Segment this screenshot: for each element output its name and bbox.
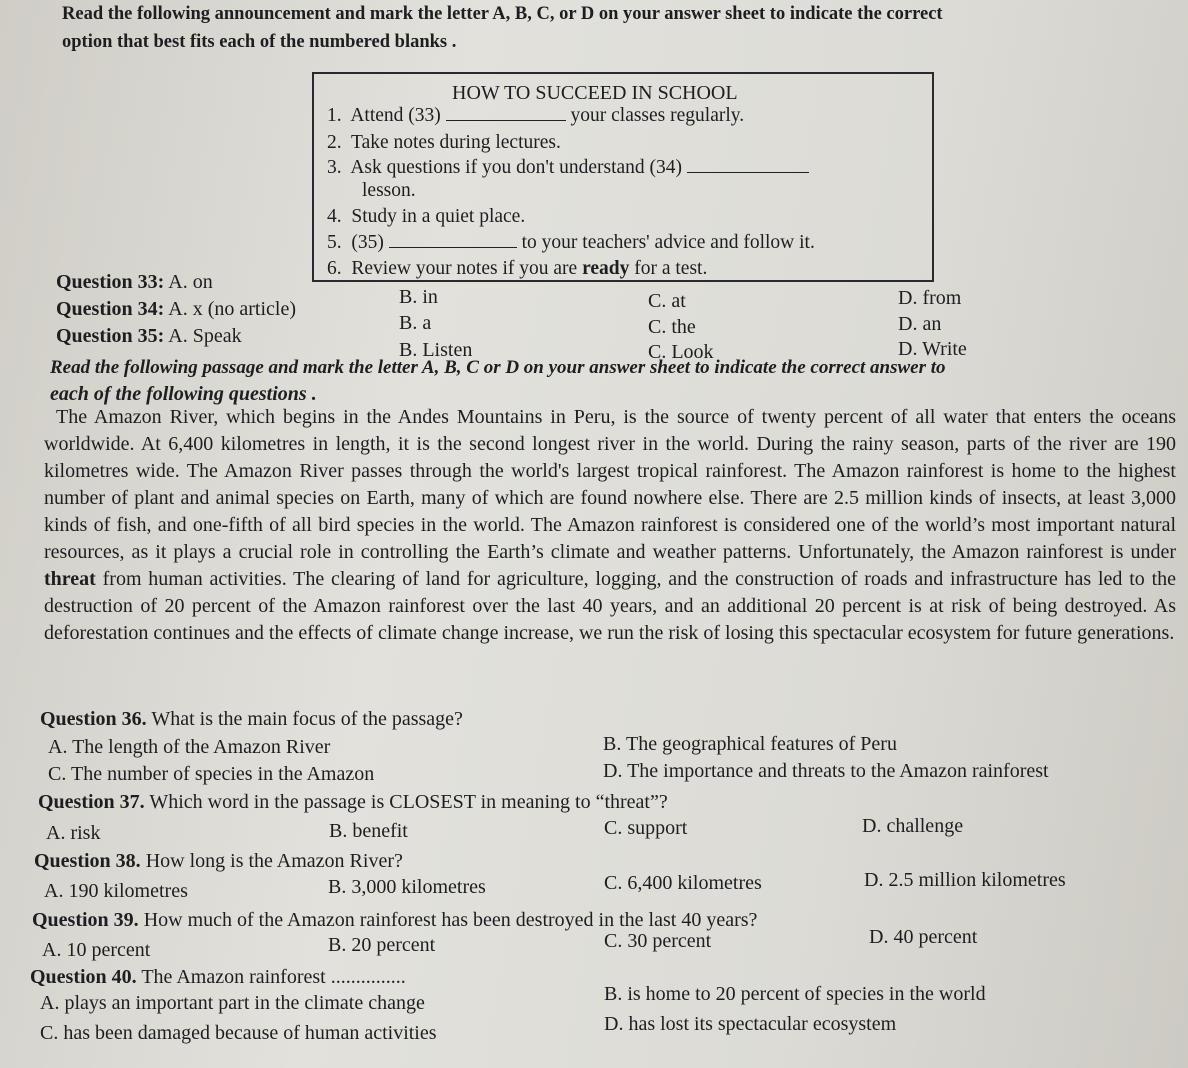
announcement-item-3-cont: lesson. xyxy=(362,180,416,201)
q35-option-c: C. Look xyxy=(648,341,714,363)
passage-keyword-threat: threat xyxy=(44,568,96,590)
item-number: 5. xyxy=(327,232,342,253)
question-label: Question 35: xyxy=(56,325,165,347)
question-38 xyxy=(34,850,403,873)
item-text: Ask questions if you don't understand (34) xyxy=(350,157,683,178)
q37-option-c: C. support xyxy=(604,817,688,839)
question-40 xyxy=(30,966,406,989)
item-text: (35) xyxy=(351,232,384,253)
item-number: 2. xyxy=(327,132,342,153)
q40-option-c: C. has been damaged because of human activities xyxy=(40,1022,437,1044)
item-number: 3. xyxy=(327,157,342,178)
q36-option-c: C. The number of species in the Amazon xyxy=(48,763,375,785)
passage-paragraph xyxy=(44,404,1176,647)
item-number: 1. xyxy=(327,105,342,126)
question-33 xyxy=(56,271,213,294)
question-stem: The Amazon rainforest ............... xyxy=(136,966,406,988)
item-text-after: to your teachers' advice and follow it. xyxy=(521,232,815,253)
announcement-item-3 xyxy=(327,157,809,179)
q39-option-b: B. 20 percent xyxy=(328,934,436,956)
question-34 xyxy=(56,298,296,321)
item-text: Take notes during lectures. xyxy=(351,132,561,153)
q38-option-a: A. 190 kilometres xyxy=(44,880,188,902)
question-39 xyxy=(32,909,757,932)
blank-34 xyxy=(687,172,809,173)
question-stem: Which word in the passage is CLOSEST in meaning to “threat”? xyxy=(144,791,668,813)
q35-option-b: B. Listen xyxy=(399,339,473,361)
q39-option-d: D. 40 percent xyxy=(869,926,978,948)
item-text: Study in a quiet place. xyxy=(351,206,526,227)
q39-option-a: A. 10 percent xyxy=(42,939,151,961)
question-36 xyxy=(40,708,463,731)
question-stem: How much of the Amazon rainforest has been destroyed in the last 40 years? xyxy=(138,909,758,931)
question-label: Question 39. xyxy=(32,909,139,931)
blank-35 xyxy=(389,247,517,248)
item-text-after: your classes regularly. xyxy=(570,105,745,126)
question-stem: How long is the Amazon River? xyxy=(140,850,403,872)
q33-option-d: D. from xyxy=(898,287,962,309)
q36-option-b: B. The geographical features of Peru xyxy=(603,733,897,755)
q38-option-c: C. 6,400 kilometres xyxy=(604,872,762,894)
item-text-bold: ready xyxy=(582,258,630,279)
q37-option-d: D. challenge xyxy=(862,815,964,837)
item-text: Review your notes if you are xyxy=(351,258,583,279)
question-stem: What is the main focus of the passage? xyxy=(146,708,463,730)
instructions-line-1: Read the following announcement and mark the letter A, B, C, or D on your answer sheet to indicate the correct xyxy=(62,4,943,24)
q40-option-a: A. plays an important part in the climate change xyxy=(40,992,425,1014)
question-label: Question 34: xyxy=(56,298,165,320)
q38-option-b: B. 3,000 kilometres xyxy=(328,876,486,898)
item-number: 4. xyxy=(327,206,342,227)
instructions-2-line-2: each of the following questions . xyxy=(50,383,317,405)
q33-option-c: C. at xyxy=(648,290,686,312)
question-label: Question 33: xyxy=(56,271,165,293)
instructions-line-2: option that best fits each of the numbered blanks . xyxy=(62,32,457,52)
q34-option-c: C. the xyxy=(648,316,696,338)
q39-option-c: C. 30 percent xyxy=(604,930,712,952)
announcement-item-2 xyxy=(327,132,561,154)
q37-option-b: B. benefit xyxy=(329,820,408,842)
q36-option-d: D. The importance and threats to the Amazon rainforest xyxy=(603,760,1049,782)
item-number: 6. xyxy=(327,258,342,279)
announcement-item-6 xyxy=(327,258,707,280)
option-a: A. x (no article) xyxy=(168,298,296,320)
blank-33 xyxy=(446,120,566,121)
question-label: Question 40. xyxy=(30,966,137,988)
q38-option-d: D. 2.5 million kilometres xyxy=(864,869,1066,891)
announcement-item-1 xyxy=(327,105,744,127)
question-label: Question 36. xyxy=(40,708,147,730)
q35-option-d: D. Write xyxy=(898,338,967,360)
q34-option-d: D. an xyxy=(898,313,942,335)
q40-option-b: B. is home to 20 percent of species in the world xyxy=(604,983,986,1005)
q34-option-b: B. a xyxy=(399,312,432,334)
item-text-after: for a test. xyxy=(629,258,708,279)
announcement-item-5 xyxy=(327,232,815,254)
instructions-2-line-1: Read the following passage and mark the letter A, B, C or D on your answer sheet to indicate the correct answer to xyxy=(50,357,946,378)
question-37 xyxy=(38,791,668,814)
reading-passage xyxy=(44,404,1176,647)
question-35 xyxy=(56,325,242,348)
announcement-title: HOW TO SUCCEED IN SCHOOL xyxy=(452,82,738,104)
item-text: Attend (33) xyxy=(350,105,441,126)
q40-option-d: D. has lost its spectacular ecosystem xyxy=(604,1013,897,1035)
option-a: A. on xyxy=(168,271,213,293)
q33-option-b: B. in xyxy=(399,286,438,308)
announcement-item-4 xyxy=(327,206,525,228)
passage-text-1: The Amazon River, which begins in the Andes Mountains in Peru, is the source of twenty percent of all water that enters the oceans worldwide. At 6,400 kilometres in length, it is the second longest river in the world. During the rainy season, parts of the river are 190 kilometres wide. The Amazon River passes through the world's largest tropical rainforest. The Amazon rainforest is home to the highest number of plant and animal species on Earth, many of which are found nowhere else. There are 2.5 million kinds of insects, at least 3,000 kinds of fish, and one-fifth of all bird species in the world. The Amazon rainforest is considered one of the world’s most important natural resources, as it plays a crucial role in controlling the Earth’s climate and weather patterns. Unfortunately, the Amazon rainforest is under xyxy=(44,406,1176,563)
option-a: A. Speak xyxy=(168,325,242,347)
question-label: Question 37. xyxy=(38,791,145,813)
q36-option-a: A. The length of the Amazon River xyxy=(48,736,331,758)
question-label: Question 38. xyxy=(34,850,141,872)
q37-option-a: A. risk xyxy=(46,822,101,844)
passage-text-2: from human activities. The clearing of land for agriculture, logging, and the construction of roads and infrastructure has led to the destruction of 20 percent of the Amazon rainforest over the last 40 years, and an additional 20 percent is at risk of being destroyed. As deforestation continues and the effects of climate change increase, we run the risk of losing this spectacular ecosystem for future generations. xyxy=(44,568,1176,644)
